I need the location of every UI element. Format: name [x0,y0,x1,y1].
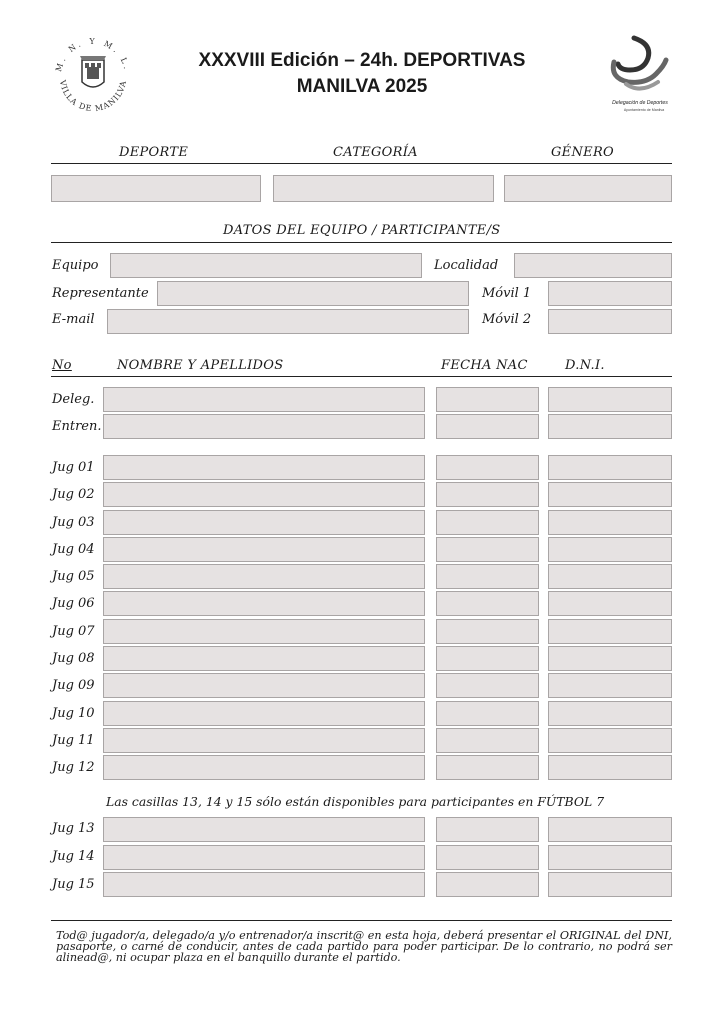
email-label: E-mail [52,312,95,327]
svg-text:Ayuntamiento de Manilva: Ayuntamiento de Manilva [623,108,665,112]
dni-field[interactable] [548,872,672,897]
birthdate-field[interactable] [436,817,539,842]
name-field[interactable] [103,701,425,726]
divider [51,163,672,164]
row-label-player: Jug 01 [52,460,95,475]
name-field[interactable] [103,673,425,698]
row-label-player: Jug 04 [52,542,95,557]
team-label: Equipo [52,258,99,273]
birthdate-field[interactable] [436,845,539,870]
dni-field[interactable] [548,817,672,842]
dni-field[interactable] [548,701,672,726]
page-title-line1: XXXVIII Edición – 24h. DEPORTIVAS [198,50,526,71]
team-section-title: DATOS DEL EQUIPO / PARTICIPANTE/S [223,223,501,238]
category-header: CATEGORÍA [333,145,418,160]
row-label-player: Jug 06 [52,596,95,611]
sport-field[interactable] [51,175,261,202]
team-field[interactable] [110,253,422,278]
dni-field[interactable] [548,728,672,753]
birthdate-field[interactable] [436,414,539,439]
dni-field[interactable] [548,845,672,870]
row-label-coach: Entren. [52,419,102,434]
row-label-player: Jug 12 [52,760,95,775]
dni-field[interactable] [548,537,672,562]
name-field[interactable] [103,510,425,535]
birthdate-field[interactable] [436,537,539,562]
row-label-player: Jug 10 [52,706,95,721]
mobile2-field[interactable] [548,309,672,334]
mobile2-label: Móvil 2 [482,312,532,327]
dni-field[interactable] [548,755,672,780]
divider [51,376,672,377]
name-field[interactable] [103,564,425,589]
birthdate-field[interactable] [436,755,539,780]
birthdate-field[interactable] [436,872,539,897]
svg-text:Delegación de Deportes: Delegación de Deportes [612,100,668,106]
row-label-player: Jug 03 [52,515,95,530]
category-field[interactable] [273,175,494,202]
row-label-player: Jug 15 [52,877,95,892]
row-label-player: Jug 02 [52,487,95,502]
birthdate-field[interactable] [436,482,539,507]
locality-label: Localidad [434,258,499,273]
futbol7-note: Las casillas 13, 14 y 15 sólo están disponibles para participantes en FÚTBOL 7 [106,794,605,809]
dni-field[interactable] [548,619,672,644]
dni-field[interactable] [548,455,672,480]
birthdate-field[interactable] [436,510,539,535]
name-field[interactable] [103,728,425,753]
birthdate-field[interactable] [436,728,539,753]
divider [51,920,672,921]
row-label-player: Jug 05 [52,569,95,584]
sports-department-logo [604,34,676,118]
divider [51,242,672,243]
dni-field[interactable] [548,510,672,535]
dni-field[interactable] [548,387,672,412]
svg-text:M. N. Y M. L.: M. N. Y M. L. [54,36,132,73]
name-field[interactable] [103,537,425,562]
name-field[interactable] [103,591,425,616]
row-label-player: Jug 11 [52,733,95,748]
gender-header: GÉNERO [551,145,614,160]
name-field[interactable] [103,755,425,780]
birthdate-field[interactable] [436,619,539,644]
sport-header: DEPORTE [119,145,189,160]
birthdate-field[interactable] [436,564,539,589]
name-field[interactable] [103,619,425,644]
row-label-player: Jug 07 [52,624,95,639]
svg-text:VILLA DE MANILVA: VILLA DE MANILVA [57,79,129,112]
birthdate-field[interactable] [436,673,539,698]
page-title-line2: MANILVA 2025 [296,76,428,97]
mobile1-field[interactable] [548,281,672,306]
representative-field[interactable] [157,281,469,306]
name-field[interactable] [103,455,425,480]
birthdate-field[interactable] [436,387,539,412]
row-label-player: Jug 14 [52,849,95,864]
municipal-seal [52,36,134,112]
row-label-player: Jug 13 [52,821,95,836]
name-field[interactable] [103,482,425,507]
dni-field[interactable] [548,673,672,698]
birthdate-field[interactable] [436,701,539,726]
dni-field[interactable] [548,482,672,507]
row-label-player: Jug 09 [52,678,95,693]
row-label-delegate: Deleg. [52,392,95,407]
col-name-header: NOMBRE Y APELLIDOS [117,358,284,373]
row-label-player: Jug 08 [52,651,95,666]
col-dni-header: D.N.I. [565,358,605,373]
dni-field[interactable] [548,564,672,589]
name-field[interactable] [103,845,425,870]
dni-field[interactable] [548,646,672,671]
dni-field[interactable] [548,591,672,616]
name-field[interactable] [103,646,425,671]
gender-field[interactable] [504,175,672,202]
birthdate-field[interactable] [436,591,539,616]
name-field[interactable] [103,817,425,842]
name-field[interactable] [103,872,425,897]
footer-note: Tod@ jugador/a, delegado/a y/o entrenador/a inscrit@ en esta hoja, deberá presentar el ORIGINAL del DNI, pasaporte, o carné de conducir, antes de cada partido para poder participar. De lo contrario, no podrá ser alinead@, ni ocupar plaza en el banquillo durante el partido. [56,929,672,964]
name-field[interactable] [103,414,425,439]
email-field[interactable] [107,309,469,334]
birthdate-field[interactable] [436,455,539,480]
name-field[interactable] [103,387,425,412]
locality-field[interactable] [514,253,672,278]
col-no-header: No [52,358,72,373]
birthdate-field[interactable] [436,646,539,671]
dni-field[interactable] [548,414,672,439]
representative-label: Representante [52,286,149,301]
col-birth-header: FECHA NAC [441,358,528,373]
mobile1-label: Móvil 1 [482,286,532,301]
